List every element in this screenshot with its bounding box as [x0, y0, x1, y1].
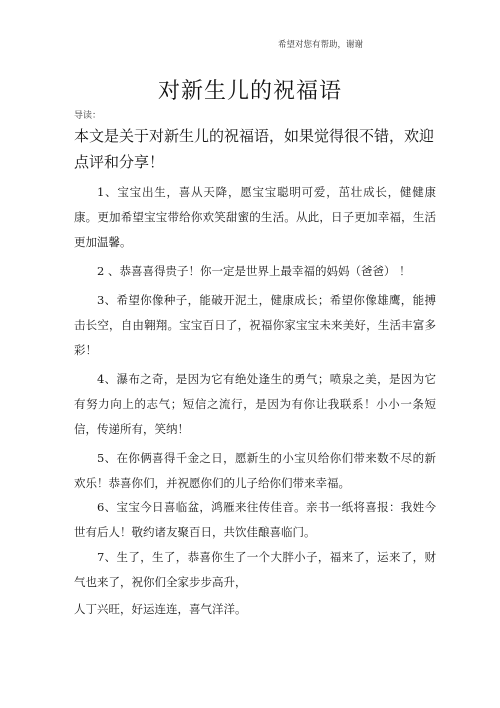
paragraph-4: 4、瀑布之奇，是因为它有绝处逢生的勇气；喷泉之美，是因为它有努力向上的志气；短信之流行，是因为有你让我联系！小小一条短信，传递所有，笑纳！: [74, 372, 436, 436]
page-title: 对新生儿的祝福语: [157, 79, 342, 104]
paragraph-6: 6、宝宝今日喜临盆，鸿雁来往传佳音。亲书一纸将喜报：我姓今世有后人！敬约诸友聚百日，共饮佳酿喜临门。: [74, 500, 436, 539]
paragraph-5: 5、在你俩喜得千金之日，愿新生的小宝贝给你们带来数不尽的新欢乐！恭喜你们，并祝愿你们的儿子给你们带来幸福。: [74, 451, 436, 490]
paragraph-7: 7、生了，生了，恭喜你生了一个大胖小子，福来了，运来了，财气也来了，祝你们全家步步高升，: [74, 550, 436, 589]
paragraph-3: 3、希望你像种子，能破开泥土，健康成长；希望你像雄鹰，能搏击长空，自由翱翔。宝宝百日了，祝福你家宝宝未来美好，生活丰富多彩！: [74, 293, 436, 357]
paragraph-1: 1、宝宝出生，喜从天降，愿宝宝聪明可爱，茁壮成长，健健康康。更加希望宝宝带给你欢笑甜蜜的生活。从此，日子更加幸福，生活更加温馨。: [74, 185, 436, 249]
guide-label: 导读：: [74, 111, 102, 121]
paragraph-2: 2 、恭喜喜得贵子！你一定是世界上最幸福的妈妈（爸爸） ！: [97, 264, 411, 278]
header-note: 希望对您有帮助，谢谢: [278, 40, 364, 50]
intro-paragraph: 本文是关于对新生儿的祝福语，如果觉得很不错，欢迎点评和分享！: [74, 127, 435, 171]
paragraph-8: 人丁兴旺，好运连连，喜气洋洋。: [74, 602, 247, 616]
